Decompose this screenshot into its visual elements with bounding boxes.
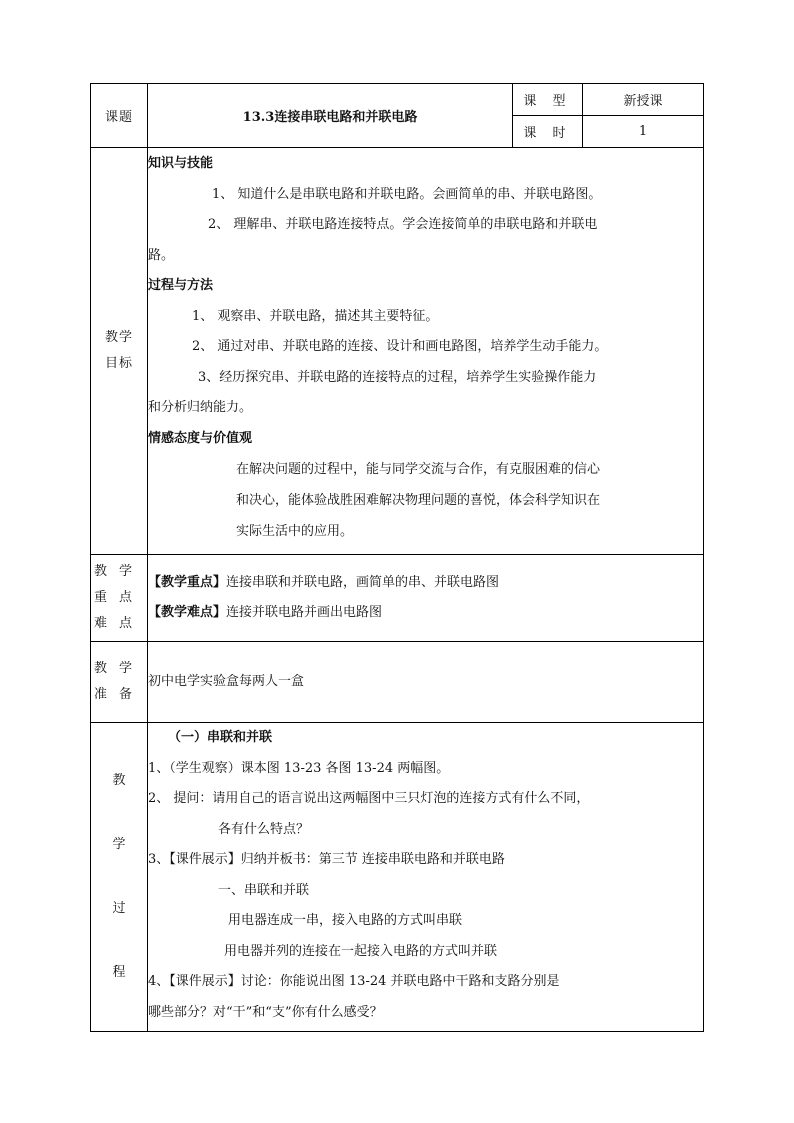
process-item-1: 1、 观察串、并联电路，描述其主要特征。 xyxy=(192,308,439,324)
process-step-1: 1、（学生观察）课本图 13-23 各图 13-24 两幅图。 xyxy=(148,760,450,776)
process-sub-heading: 一、串联和并联 xyxy=(218,882,310,898)
process-step-2-cont: 各有什么特点？ xyxy=(218,821,310,837)
objectives-label xyxy=(91,148,148,555)
lesson-hours-label: 课 时 xyxy=(513,116,583,148)
key-points-row xyxy=(91,555,704,642)
parallel-definition: 用电器并列的连接在一起接入电路的方式叫并联 xyxy=(224,943,498,959)
lesson-plan-table xyxy=(90,83,704,1032)
process-content xyxy=(148,723,704,1032)
process-label xyxy=(91,723,148,1032)
knowledge-heading: 知识与技能 xyxy=(148,156,214,171)
preparation-label-line-2: 准备 xyxy=(93,687,144,702)
focus-line xyxy=(148,568,703,599)
process-step-4-cont: 哪些部分？对“干”和“支”你有什么感受？ xyxy=(148,1004,383,1020)
key-points-content xyxy=(148,555,704,642)
process-step-3: 3、【课件展示】归纳并板书：第三节 连接串联电路和并联电路 xyxy=(148,852,505,867)
objectives-row xyxy=(91,148,704,555)
key-points-label-line-1: 教学 xyxy=(93,564,144,579)
header-row-1 xyxy=(91,84,704,116)
attitude-line-1: 在解决问题的过程中，能与同学交流与合作，有克服困难的信心 xyxy=(236,462,601,477)
process-label-char-4: 程 xyxy=(112,965,126,980)
key-points-label xyxy=(91,555,148,642)
lesson-hours-value: 1 xyxy=(583,116,704,148)
objectives-content xyxy=(148,148,704,555)
process-label-char-2: 学 xyxy=(112,837,126,852)
preparation-row xyxy=(91,642,704,723)
knowledge-item-2: 2、 理解串、并联电路连接特点。学会连接简单的串联电路和并联电 xyxy=(208,217,598,232)
objectives-label-line-1: 教学 xyxy=(104,330,133,345)
attitude-line-3: 实际生活中的应用。 xyxy=(236,524,354,539)
knowledge-item-1: 1、 知道什么是串联电路和并联电路。会画简单的串、并联电路图。 xyxy=(212,186,602,202)
focus-text: 连接串联和并联电路，画简单的串、并联电路图 xyxy=(226,574,500,590)
focus-tag: 【教学重点】 xyxy=(148,574,227,590)
process-item-3-cont: 和分析归纳能力。 xyxy=(148,400,253,415)
topic-label: 课题 xyxy=(91,84,148,148)
difficulty-line xyxy=(148,598,703,629)
process-label-char-3: 过 xyxy=(112,901,126,916)
attitude-line-2: 和决心，能体验战胜困难解决物理问题的喜悦，体会科学知识在 xyxy=(236,493,601,508)
preparation-content xyxy=(148,642,704,723)
key-points-label-line-3: 难点 xyxy=(93,616,144,631)
process-row xyxy=(91,723,704,1032)
process-step-2: 2、 提问：请用自己的语言说出这两幅图中三只灯泡的连接方式有什么不同， xyxy=(148,791,590,806)
process-item-3: 3、经历探究串、并联电路的连接特点的过程，培养学生实验操作能力 xyxy=(198,369,597,385)
difficulty-text: 连接并联电路并画出电路图 xyxy=(226,605,383,620)
key-points-label-line-2: 重点 xyxy=(93,590,144,605)
lesson-type-label: 课 型 xyxy=(513,84,583,116)
lesson-plan-page xyxy=(90,83,703,1032)
process-heading: 过程与方法 xyxy=(148,278,214,293)
knowledge-item-2-cont: 路。 xyxy=(148,247,175,263)
preparation-label xyxy=(91,642,148,723)
process-item-2: 2、 通过对串、并联电路的连接、设计和画电路图，培养学生动手能力。 xyxy=(192,339,608,354)
attitude-heading: 情感态度与价值观 xyxy=(148,430,253,446)
lesson-type-value: 新授课 xyxy=(583,84,704,116)
process-label-char-1: 教 xyxy=(112,773,126,788)
process-step-4: 4、【课件展示】讨论：你能说出图 13-24 并联电路中干路和支路分别是 xyxy=(148,974,560,989)
lesson-title: 13.3连接串联电路和并联电路 xyxy=(148,84,513,148)
preparation-text: 初中电学实验盒每两人一盒 xyxy=(148,673,305,689)
series-definition: 用电器连成一串，接入电路的方式叫串联 xyxy=(228,913,463,928)
preparation-label-line-1: 教学 xyxy=(93,661,144,676)
difficulty-tag: 【教学难点】 xyxy=(148,605,227,620)
objectives-label-line-2: 目标 xyxy=(104,356,133,371)
process-section-heading: （一）串联和并联 xyxy=(168,730,273,745)
